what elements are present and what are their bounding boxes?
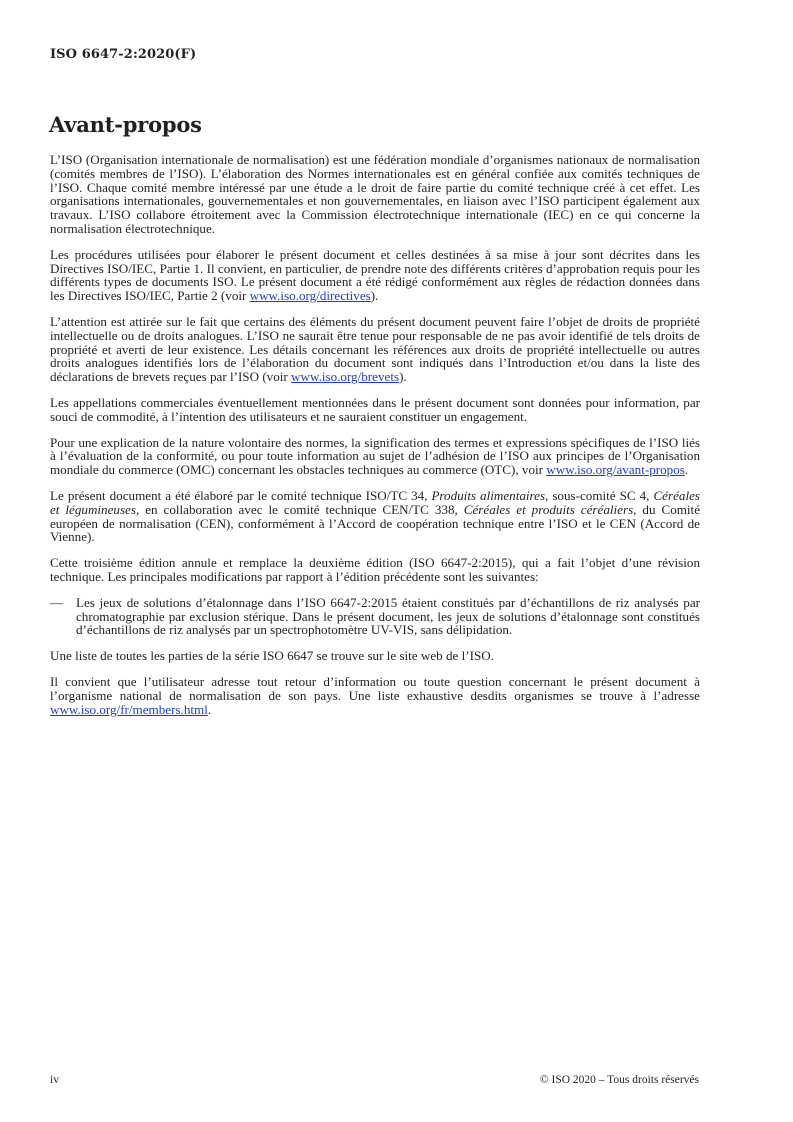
- paragraph-voluntary-nature: Pour une explication de la nature volontaire des normes, la signification des termes et expressions spécifiques de l’ISO liés à l’évaluation de la conformité, ou pour toute information au sujet de l’adhésion de l’ISO aux principes de l’Organisation mondiale du commerce (OMC) concernant les obstacles techniques au commerce (OTC), voir www.iso.org/avant-propos.: [50, 434, 700, 478]
- paragraph-trade-names: Les appellations commerciales éventuellement mentionnées dans le présent document sont données pour information, par souci de commodité, à l’intention des utilisateurs et ne sauraient constituer un engagement.: [50, 394, 700, 424]
- paragraph-series: Une liste de toutes les parties de la série ISO 6647 se trouve sur le site web de l’ISO.: [50, 648, 494, 664]
- link-avant-propos[interactable]: www.iso.org/avant-propos: [546, 462, 685, 478]
- paragraph-committee: Le présent document a été élaboré par le comité technique ISO/TC 34, Produits alimentaires, sous-comité SC 4, Céréales et légumineuses, en collaboration avec le comité technique CEN/TC 338, Céréales et produits céréaliers, du Comité européen de normalisation (CEN), conformément à l’Accord de coopération technique entre l’ISO et le CEN (Accord de Vienne).: [50, 487, 701, 545]
- paragraph-patents: L’attention est attirée sur le fait que certains des éléments du présent document peuvent faire l’objet de droits de propriété intellectuelle ou de droits analogues. L’ISO ne saurait être tenue pour responsable de ne pas avoir identifié de tels droits de propriété et averti de leur existence. Les détails concernant les références aux droits de propriété intellectuelle ou autres droits analogues identifiés lors de l’élaboration du document sont indiqués dans l’Introduction et/ou dans la liste des déclarations de brevets reçues par l’ISO (voir www.iso.org/brevets).: [50, 313, 700, 385]
- link-brevets[interactable]: www.iso.org/brevets: [291, 369, 400, 385]
- list-dash: —: [50, 594, 64, 610]
- paragraph-edition: Cette troisième édition annule et remplace la deuxième édition (ISO 6647-2:2015), qui a fait l’objet d’une révision technique. Les principales modifications par rapport à l’édition précédente sont les suivantes:: [50, 555, 700, 584]
- paragraph-iso-intro: L’ISO (Organisation internationale de normalisation) est une fédération mondiale d’organismes nationaux de normalisation (comités membres de l’ISO). L’élaboration des Normes internationales est en général confiée aux comités techniques de l’ISO. Chaque comité membre intéressé par une étude a le droit de faire partie du comité technique créé à cet effet. Les organisations internationales, gouvernementales et non gouvernementales, en liaison avec l’ISO participent également aux travaux. L’ISO collabore étroitement avec la Commission électrotechnique internationale (IEC) en ce qui concerne la normalisation électrotechnique.: [50, 152, 700, 236]
- document-body: [50, 153, 700, 728]
- link-members[interactable]: www.iso.org/fr/members.html: [50, 701, 208, 717]
- page-title: Avant-propos: [49, 112, 202, 137]
- list-item-text: Les jeux de solutions d’étalonnage dans l’ISO 6647-2:2015 étaient constitués par d’échantillons de riz analysés par chromatographie par exclusion stérique. Dans le présent document, les jeux de solutions d’étalonnage sont constitués d’échantillons de riz analysés par un spectrophotomètre UV-VIS, sans délipidation.: [76, 594, 700, 638]
- link-directives[interactable]: www.iso.org/directives: [249, 288, 371, 304]
- copyright-notice: © ISO 2020 – Tous droits réservés: [539, 1074, 699, 1086]
- paragraph-procedures: Les procédures utilisées pour élaborer le présent document et celles destinées à sa mise à jour sont décrites dans les Directives ISO/IEC, Partie 1. Il convient, en particulier, de prendre note des différents critères d’approbation requis pour les différents types de documents ISO. Le présent document a été rédigé conformément aux règles de rédaction données dans les Directives ISO/IEC, Partie 2 (voir www.iso.org/directives).: [50, 246, 700, 304]
- page-number: iv: [50, 1074, 59, 1086]
- document-id-header: ISO 6647-2:2020(F): [50, 47, 197, 62]
- list-item: [50, 596, 700, 637]
- paragraph-feedback: Il convient que l’utilisateur adresse tout retour d’information ou toute question concernant le présent document à l’organisme national de normalisation de son pays. Une liste exhaustive desdits organismes se trouve à l’adresse www.iso.org/fr/members.html.: [50, 673, 700, 717]
